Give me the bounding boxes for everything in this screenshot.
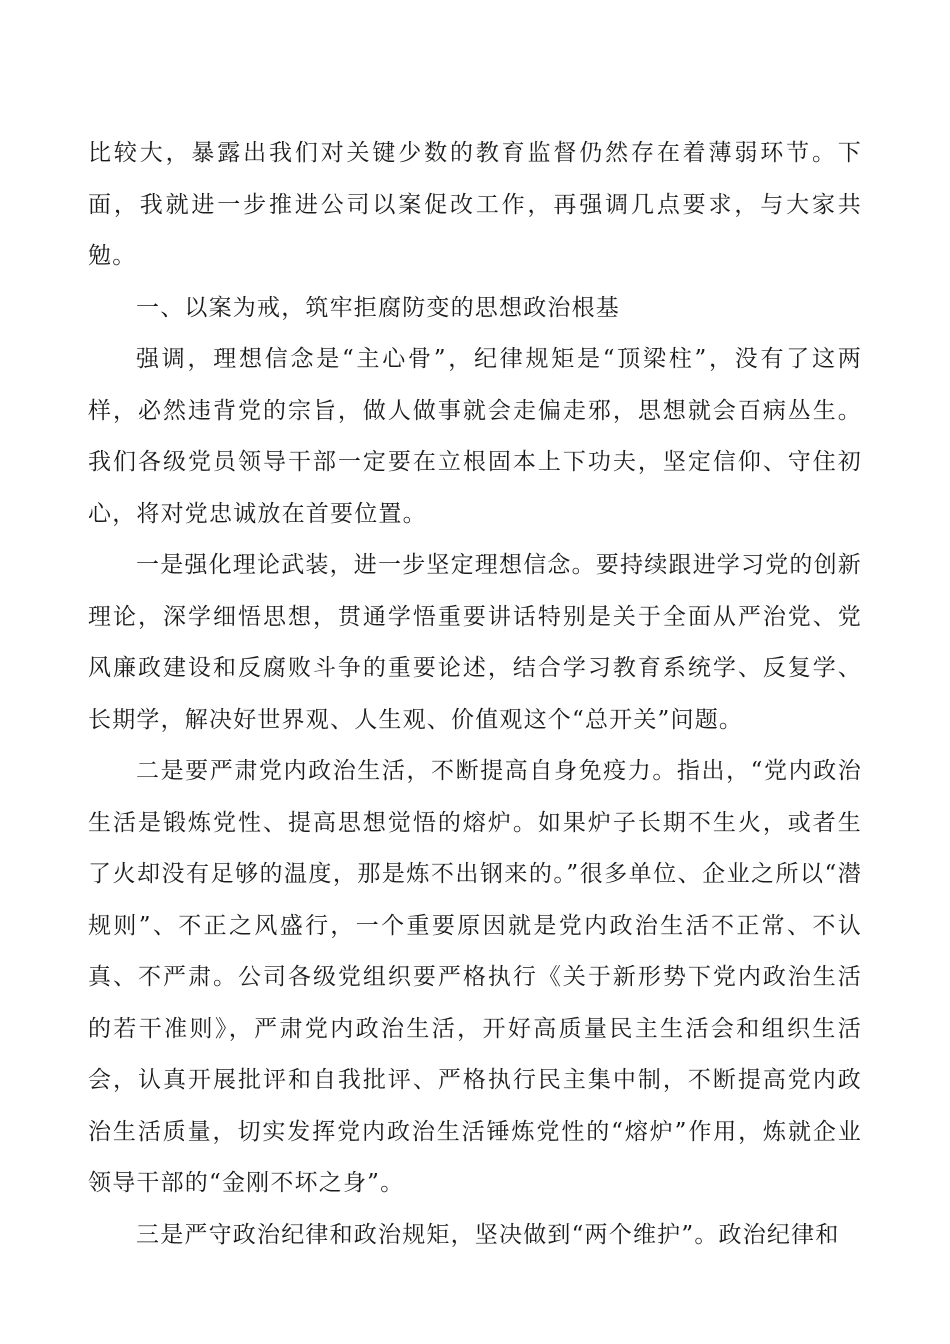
paragraph: 一是强化理论武装，进一步坚定理想信念。要持续跟进学习党的创新理论，深学细悟思想，贯通学悟重要讲话特别是关于全面从严治党、党风廉政建设和反腐败斗争的重要论述，结合学习教育系统学、反复学、长期学，解决好世界观、人生观、价值观这个“总开关”问题。 — [88, 552, 862, 733]
paragraph: 二是要严肃党内政治生活，不断提高自身免疫力。指出，“党内政治生活是锻炼党性、提高思想觉悟的熔炉。如果炉子长期不生火，或者生了火却没有足够的温度，那是炼不出钢来的。”很多单位、企业之所以“潜规则”、不正之风盛行，一个重要原因就是党内政治生活不正常、不认真、不严肃。公司各级党组织要严格执行《关于新形势下党内政治生活的若干准则》，严肃党内政治生活，开好高质量民主生活会和组织生活会，认真开展批评和自我批评、严格执行民主集中制，不断提高党内政治生活质量，切实发挥党内政治生活锤炼党性的“熔炉”作用，炼就企业领导干部的“金刚不坏之身”。 — [88, 758, 862, 1196]
paragraph: 三是严守政治纪律和政治规矩，坚决做到“两个维护”。政治纪律和 — [136, 1221, 840, 1248]
paragraph-continuation: 比较大，暴露出我们对关键少数的教育监督仍然存在着薄弱环节。下面，我就进一步推进公司以案促改工作，再强调几点要求，与大家共勉。 — [88, 140, 862, 269]
section-heading: 一、以案为戒，筑牢拒腐防变的思想政治根基 — [136, 294, 620, 321]
paragraph: 强调，理想信念是“主心骨”，纪律规矩是“顶梁柱”，没有了这两样，必然违背党的宗旨，做人做事就会走偏走邪，思想就会百病丛生。我们各级党员领导干部一定要在立根固本上下功夫，坚定信仰、守住初心，将对党忠诚放在首要位置。 — [88, 346, 862, 527]
document-body — [88, 128, 862, 1261]
